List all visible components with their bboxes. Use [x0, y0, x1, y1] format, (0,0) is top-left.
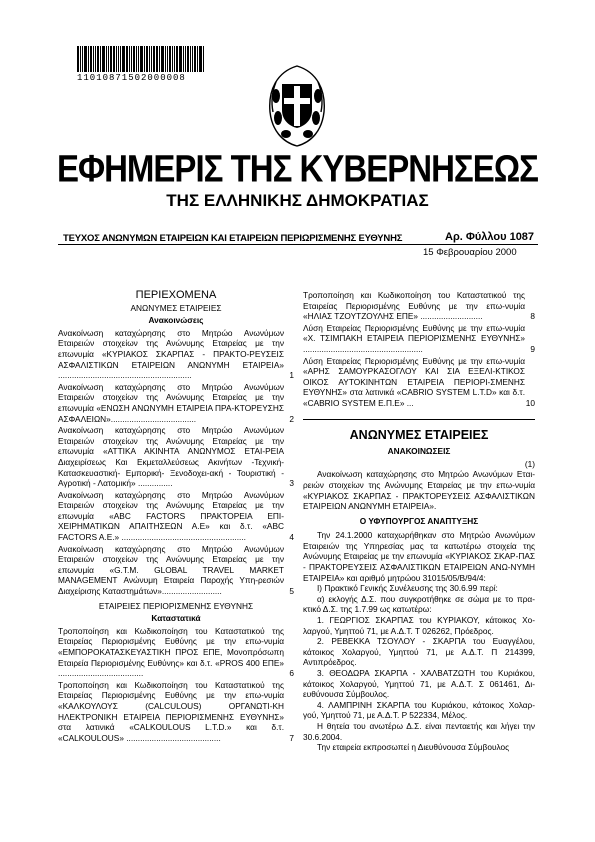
toc-item-text: Τροποποίηση και Κωδικοποίηση του Καταστατικού της Εταιρείας Περιορισμένης Ευθύνης με την επω-νυμία «ΚΑΛΚΟΥΛΟΥΣ (CALCULOUS) ΟΡΓΑΝΩΤΙ-ΚΗ ΗΛΕΚΤΡΟΝΙΚΗ ΕΤΑΙΡΕΙΑ ΠΕΡΙΟΡΙΣΜΕΝΗΣ ΕΥΘΥΝΗΣ» στα λατινικά «CALKOULOUS L.T.D.» και δ.τ. «CALKOULOUS» ......................................... [58, 679, 284, 743]
toc-item-page: 6 [289, 668, 294, 679]
toc-item-text: Τροποποίηση και Κωδικοποίηση του Καταστατικού της Εταιρείας Περιορισμένης Ευθύνης με την επω-νυμία «ΗΛΙΑΣ ΤΖΟΥΤΖΟΥΛΗΣ ΕΠΕ» ........................... [303, 290, 525, 322]
body-paragraph: Ι) Πρακτικό Γενικής Συνέλευσης της 30.6.99 περί: [317, 583, 498, 594]
toc-subsection-announcements: Ανακοινώσεις [148, 315, 204, 326]
toc-subsection-statutes: Καταστατικά [151, 613, 201, 624]
toc-list-epe [58, 626, 294, 744]
series-title: ΤΕΥΧΟΣ ΑΝΩΝΥΜΩΝ ΕΤΑΙΡΕΙΩΝ ΚΑΙ ΕΤΑΙΡΕΙΩΝ ΠΕΡΙΩΡΙΣΜΕΝΗΣ ΕΥΘΥΝΗΣ [63, 233, 403, 244]
toc-item-text: Ανακοίνωση καταχώρησης στο Μητρώο Ανωνύμων Εταιρειών στοιχείων της Ανώνυμης Εταιρείας με την επωνυμία «ABC FACTORS ΠΡΑΚΤΟΡΕΙΑ ΕΠΙ-ΧΕΙΡΗΜΑΤΙΚΩΝ ΑΠΑΙΤΗΣΕΩΝ Α.Ε» και δ.τ. «ABC FACTORS A.E.» ...................................................... [58, 489, 284, 543]
body-paragraph: 1. ΓΕΩΡΓΙΟΣ ΣΚΑΡΠΑΣ του ΚΥΡΙΑΚΟΥ, κάτοικος Χο-λαργού, Υμηττού 71, με Α.Δ.Τ. Τ 026262, Πρόεδρος. [303, 615, 535, 636]
toc-item-page: 2 [289, 413, 294, 424]
toc-item [58, 544, 294, 597]
announcement-title: Ανακοίνωση καταχώρησης στο Μητρώο Ανωνύμων Εται-ρειών στοιχείων της Ανώνυμης Εταιρείας με την επω-νυμία «ΚΥΡΙΑΚΟΣ ΣΚΑΡΠΑΣ - ΠΡΑΚΤΟΡΕΥΣΕΙΣ ΑΣΦΑΛΙΣΤΙΚΩΝ ΕΤΑΙΡΕΙΩΝ ΑΝΩΝΥΜΗ ΕΤΑΙΡΕΙΑ». [303, 469, 535, 512]
toc-item [303, 356, 535, 409]
toc-item-text: Ανακοίνωση καταχώρησης στο Μητρώο Ανωνύμων Εταιρειών στοιχείων της Ανώνυμης Εταιρείας με την επωνυμία «G.T.M. GLOBAL TRAVEL MARKET MANAGEMENT Ανώνυμη Εταιρεία Παροχής Υπη-ρεσιών Διαχείρισης Καταστημάτων».......................... [58, 543, 284, 597]
authority-heading: Ο ΥΦΥΠΟΥΡΓΟΣ ΑΝΑΠΤΥΞΗΣ [359, 515, 479, 526]
body-paragraph: Την 24.1.2000 καταχωρήθηκαν στο Μητρώο Ανωνύμων Εταιρειών της Υπηρεσίας μας τα κατωτέρω στοιχεία της Ανώνυμης Εταιρείας με την επωνυμία «ΚΥΡΙΑΚΟΣ ΣΚΑΡ-ΠΑΣ - ΠΡΑΚΤΟΡΕΥΣΕΙΣ ΑΣΦΑΛΙΣΤΙΚΩΝ ΕΤΑΙΡΕΙΩΝ ΑΝΩ-ΝΥΜΗ ΕΤΑΙΡΕΙΑ» και αριθμό μητρώου 31015/05/Β/94/4: [303, 530, 535, 583]
toc-column [58, 290, 294, 744]
body-paragraph: 4. ΛΑΜΠΡΙΝΗ ΣΚΑΡΠΑ του Κυριάκου, κάτοικος Χολαρ-γού, Υμηττού 71, με Α.Δ.Τ. Ρ 522334, Μέλος. [303, 699, 535, 721]
toc-item-text: Τροποποίηση και Κωδικοποίηση του Καταστατικού της Εταιρείας Περιορισμένης Ευθύνης με την επω-νυμία «ΕΜΠΟΡΟΚΑΤΑΣΚΕΥΑΣΤΙΚΗ ΠΡΟΣ ΕΠΕ, Μονοπρόσωπη Εταιρεία Περιορισμένης Ευθύνης» και δ.τ. «PROS 400 ΕΠΕ» ..................................... [58, 625, 284, 679]
body-paragraph: Η θητεία του ανωτέρω Δ.Σ. είναι πενταετής και λήγει την 30.6.2004. [303, 720, 535, 742]
toc-item [303, 290, 535, 322]
gazette-title: ΕΦΗΜΕΡΙΣ ΤΗΣ ΚΥΒΕΡΝΗΣΕΩΣ [57, 147, 538, 190]
announcement-number: (1) [524, 458, 535, 469]
issue-number: Αρ. Φύλλου 1087 [445, 231, 535, 243]
toc-item-page: 4 [289, 532, 294, 543]
barcode [77, 46, 207, 72]
content-column [303, 290, 535, 753]
body-paragraph: 2. ΡΕΒΕΚΚΑ ΤΣΟΥΛΟΥ - ΣΚΑΡΠΑ του Ευαγγέλου, κάτοικος Χολαργού, Υμηττού 71, με Α.Δ.Τ. Π 214399, Αντιπρόεδρος. [303, 636, 535, 668]
issue-date: 15 Φεβρουαρίου 2000 [423, 247, 517, 258]
toc-item [58, 382, 294, 424]
toc-list-continued [303, 290, 535, 409]
toc-item-page: 7 [289, 732, 294, 743]
toc-item-text: Ανακοίνωση καταχώρησης στο Μητρώο Ανωνύμων Εταιρειών στοιχείων της Ανώνυμης Εταιρείας με την επωνυμία «ΚΥΡΙΑΚΟΣ ΣΚΑΡΠΑΣ - ΠΡΑΚΤΟ-ΡΕΥΣΕΙΣ ΑΣΦΑΛΙΣΤΙΚΩΝ ΕΤΑΙΡΕΙΩΝ ΑΝΩΝΥΜΗ ΕΤΑΙΡΕΙΑ» .......................................................... [58, 327, 284, 381]
toc-heading: ΠΕΡΙΕΧΟΜΕΝΑ [135, 289, 217, 301]
toc-item-page: 9 [530, 343, 535, 354]
toc-item [58, 490, 294, 543]
toc-item-page: 1 [289, 370, 294, 381]
section-subheading: ΑΝΑΚΟΙΝΩΣΕΙΣ [387, 446, 451, 457]
gazette-subtitle: ΤΗΣ ΕΛΛΗΝΙΚΗΣ ΔΗΜΟΚΡΑΤΙΑΣ [166, 191, 429, 210]
toc-item [58, 425, 294, 489]
body-paragraph: 3. ΘΕΟΔΩΡΑ ΣΚΑΡΠΑ - ΧΑΛΒΑΤΖΩΤΗ του Κυριάκου, κάτοικος Χολαργού, Υμηττού 71, με Α.Δ.Τ. Σ 061461, Δι-ευθύνουσα Σύμβουλος. [303, 668, 535, 700]
toc-section-epe: ΕΤΑΙΡΕΙΕΣ ΠΕΡΙΟΡΙΣΜΕΝΗΣ ΕΥΘΥΝΗΣ [98, 600, 254, 611]
toc-item [58, 626, 294, 679]
toc-item-page: 8 [530, 311, 535, 322]
toc-item [58, 328, 294, 381]
greek-coat-of-arms-icon [262, 62, 332, 150]
section-heading: ΑΝΩΝΥΜΕΣ ΕΤΑΙΡΕΙΕΣ [349, 427, 489, 442]
body-paragraph: Την εταιρεία εκπροσωπεί η Διευθύνουσα Σύμβουλος [317, 742, 510, 753]
toc-section-ae: ΑΝΩΝΥΜΕΣ ΕΤΑΙΡΕΙΕΣ [130, 302, 222, 313]
toc-item-text: Λύση Εταιρείας Περιορισμένης Ευθύνης με την επω-νυμία «Χ. ΤΣΙΜΠΑΚΗ ΕΤΑΙΡΕΙΑ ΠΕΡΙΟΡΙΣΜΕΝΗΣ ΕΥΘΥΝΗΣ» .................................................... [303, 322, 525, 354]
toc-list-ae [58, 328, 294, 597]
toc-item-page: 5 [289, 586, 294, 597]
header-divider [58, 244, 538, 245]
body-paragraph: α) εκλογής Δ.Σ. που συγκροτήθηκε σε σώμα με το πρα-κτικό Δ.Σ. της 1.7.99 ως κατωτέρω: [303, 593, 535, 615]
column-divider [303, 419, 535, 420]
toc-item-page: 10 [525, 397, 535, 408]
toc-item-page: 3 [289, 478, 294, 489]
toc-item-text: Λύση Εταιρείας Περιορισμένης Ευθύνης με την επω-νυμία «ΑΡΗΣ ΣΑΜΟΥΡΚΑΣΟΓΛΟΥ ΚΑΙ ΣΙΑ ΕΞΕΛΙ-ΚΤΙΚΟΣ ΟΙΚΟΣ ΑΥΤΟΚΙΝΗΤΩΝ ΕΤΑΙΡΕΙΑ ΠΕΡΙΟΡΙ-ΣΜΕΝΗΣ ΕΥΘΥΝΗΣ» στα λατινικά «CABRIO SYSTEM L.T.D» και δ.τ. «CABRIO SYSTEM Ε.Π.Ε» ... [303, 355, 525, 408]
announcement-body [303, 530, 535, 752]
toc-item [303, 323, 535, 355]
toc-item-text: Ανακοίνωση καταχώρησης στο Μητρώο Ανωνύμων Εταιρειών στοιχείων της Ανώνυμης Εταιρείας με την επωνυμία «ΕΝΩΣΗ ΑΝΩΝΥΜΗ ΕΤΑΙΡΕΙΑ ΠΡΑ-ΚΤΟΡΕΥΣΗΣ ΑΣΦΑΛΕΙΩΝ»..................................... [58, 381, 284, 424]
toc-item [58, 680, 294, 744]
toc-item-text: Ανακοίνωση καταχώρησης στο Μητρώο Ανωνύμων Εταιρειών στοιχείων της Ανώνυμης Εταιρείας με την επωνυμία «ΑΤΤΙΚΑ ΑΚΙΝΗΤΑ ΑΝΩΝΥΜΟΣ ΕΤΑΙ-ΡΕΙΑ Διαχειρίσεως Και Εκμεταλλεύσεως Ακινήτων -Τεχνική- Κατασκευαστική- Εμπορική- Ξενοδοχει-ακή - Τουριστική - Αγροτική - Λατομική» ............... [58, 425, 284, 489]
barcode-number: 11010871502000008 [77, 73, 186, 83]
